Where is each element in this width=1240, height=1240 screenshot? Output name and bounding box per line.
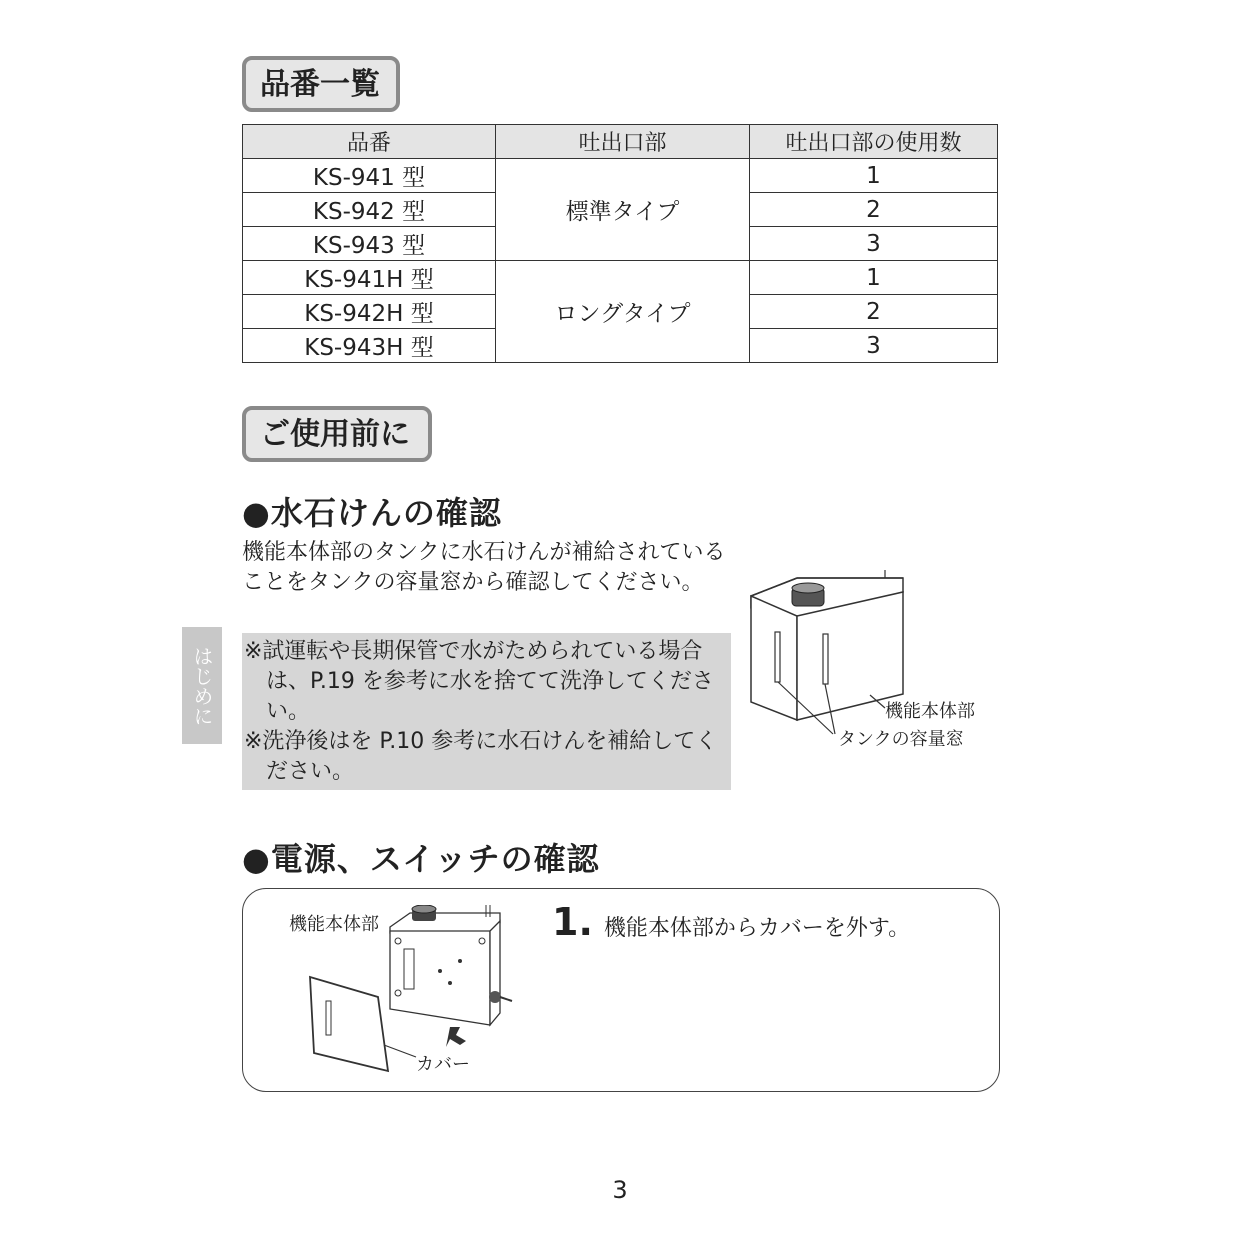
header-count: 吐出口部の使用数 [750,125,998,159]
model-cell: KS-941 型 [243,159,496,193]
step-1 [552,900,910,944]
soap-check-note [242,633,731,790]
model-cell: KS-942H 型 [243,295,496,329]
power-check-heading: ●電源、スイッチの確認 [242,840,600,878]
type-cell: 標準タイプ [496,159,750,261]
cover-removal-illustration [300,905,530,1075]
count-cell: 3 [750,329,998,363]
model-cell: KS-942 型 [243,193,496,227]
model-cell: KS-943 型 [243,227,496,261]
header-model: 品番 [243,125,496,159]
note-item: ※試運転や長期保管で水がためられている場合は、P.19 を参考に水を捨てて洗浄してください。 [244,639,714,724]
count-cell: 2 [750,193,998,227]
model-cell: KS-941H 型 [243,261,496,295]
step-number: 1. [552,900,593,944]
model-table [242,124,998,363]
step-text: 機能本体部からカバーを外す。 [603,916,911,941]
label-main-body: 機能本体部 [885,701,975,722]
count-cell: 3 [750,227,998,261]
table-row [243,261,998,295]
soap-check-heading: ●水石けんの確認 [242,494,502,532]
note-item: ※洗浄後はを P.10 参考に水石けんを補給してください。 [244,729,718,784]
side-tab-introduction: はじめに [182,627,222,744]
header-outlet: 吐出口部 [496,125,750,159]
label-cover: カバー [416,1054,470,1075]
count-cell: 2 [750,295,998,329]
label-main-body-2: 機能本体部 [289,914,379,935]
soap-check-body: 機能本体部のタンクに水石けんが補給されていることをタンクの容量窓から確認してください。 [242,540,726,595]
count-cell: 1 [750,159,998,193]
label-tank-window: タンクの容量窓 [838,729,964,750]
section-title-before-use: ご使用前に [242,406,432,462]
section-title-model-list: 品番一覧 [242,56,400,112]
table-header-row [243,125,998,159]
type-cell: ロングタイプ [496,261,750,363]
page-number: 3 [612,1176,628,1204]
count-cell: 1 [750,261,998,295]
model-cell: KS-943H 型 [243,329,496,363]
table-row [243,159,998,193]
